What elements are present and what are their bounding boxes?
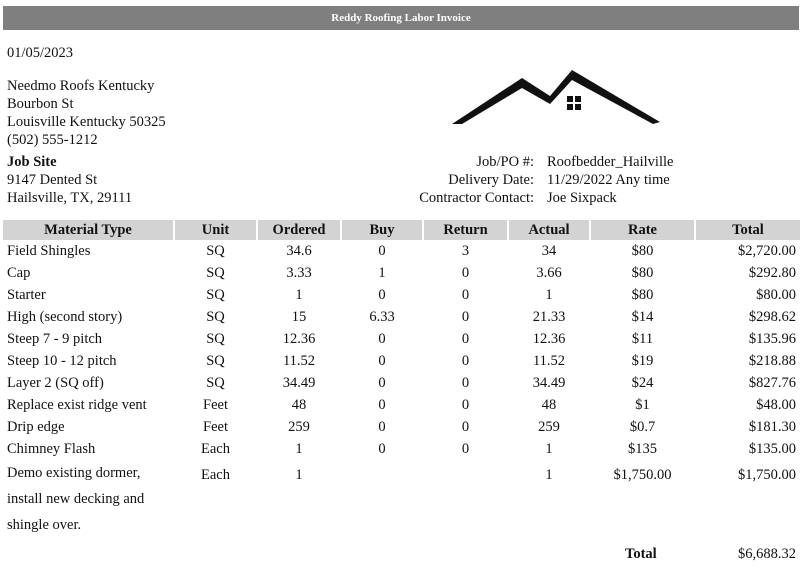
rate-cell: $80 [631, 265, 654, 281]
ordered-cell: 259 [288, 419, 310, 435]
col-return: Return [423, 220, 508, 240]
table-row [3, 284, 800, 306]
return-cell: 3 [461, 243, 470, 259]
material-type-cell: Steep 10 - 12 pitch [7, 353, 117, 369]
buy-cell: 0 [378, 331, 386, 347]
unit-cell: SQ [206, 331, 225, 347]
col-total: Total [695, 220, 800, 240]
return-cell: 0 [461, 441, 470, 457]
unit-cell: Feet [203, 397, 228, 413]
buy-cell: 0 [378, 441, 386, 457]
ordered-cell: 15 [291, 309, 307, 325]
job-po-value: Roofbedder_Hailville [547, 154, 674, 170]
material-type-cell: Starter [7, 287, 46, 303]
col-material-type: Material Type [3, 220, 174, 240]
buy-cell: 0 [378, 375, 386, 391]
actual-cell: 34.49 [532, 375, 566, 391]
table-row [3, 240, 800, 262]
company-street: Bourbon St [7, 96, 74, 112]
company-city: Louisville Kentucky 50325 [7, 114, 166, 130]
return-cell: 0 [461, 309, 470, 325]
total-cell: $135.96 [748, 331, 796, 347]
job-site-city: Hailsville, TX, 29111 [7, 190, 133, 206]
unit-cell: SQ [206, 243, 225, 259]
table-header-row [3, 220, 800, 240]
actual-cell: 1 [545, 441, 553, 457]
ordered-cell: 1 [295, 467, 303, 483]
actual-cell: 1 [545, 467, 553, 483]
unit-cell: Each [201, 441, 230, 457]
unit-cell: SQ [206, 287, 225, 303]
invoice-title-bar [3, 6, 799, 30]
rate-cell: $24 [631, 375, 654, 391]
unit-cell: SQ [206, 375, 225, 391]
materials-table [3, 220, 800, 546]
return-cell: 0 [461, 375, 470, 391]
return-cell: 0 [461, 419, 470, 435]
material-type-cell: Layer 2 (SQ off) [7, 375, 104, 391]
job-po-label: Job/PO #: [476, 154, 534, 170]
material-type-cell: Replace exist ridge vent [7, 397, 147, 413]
table-row [3, 394, 800, 416]
unit-cell: SQ [206, 265, 225, 281]
total-cell: $135.00 [748, 441, 796, 457]
invoice-date: 01/05/2023 [7, 45, 74, 61]
grand-total-value: $6,688.32 [738, 546, 796, 562]
company-name: Needmo Roofs Kentucky [7, 78, 155, 94]
buy-cell: 0 [378, 243, 386, 259]
return-cell: 0 [461, 265, 470, 281]
buy-cell [341, 460, 423, 546]
table-row [3, 460, 800, 546]
total-cell: $298.62 [748, 309, 796, 325]
house-roof-icon [450, 66, 662, 128]
material-type-cell: Cap [7, 265, 31, 281]
ordered-cell: 34.6 [286, 243, 312, 259]
actual-cell: 259 [538, 419, 560, 435]
rate-cell: $80 [631, 243, 654, 259]
table-row [3, 262, 800, 284]
material-type-cell: Steep 7 - 9 pitch [7, 331, 103, 347]
return-cell [423, 460, 508, 546]
col-unit: Unit [174, 220, 257, 240]
buy-cell: 0 [378, 353, 386, 369]
contractor-contact-label: Contractor Contact: [419, 190, 534, 206]
rate-cell: $80 [631, 287, 654, 303]
actual-cell: 34 [541, 243, 557, 259]
delivery-date-label: Delivery Date: [448, 172, 534, 188]
unit-cell: SQ [206, 309, 225, 325]
rate-cell: $1,750.00 [613, 467, 672, 483]
rate-cell: $14 [631, 309, 654, 325]
rate-cell: $135 [628, 441, 657, 457]
table-row [3, 306, 800, 328]
return-cell: 0 [461, 331, 470, 347]
total-cell: $1,750.00 [738, 467, 796, 483]
table-row [3, 350, 800, 372]
buy-cell: 6.33 [369, 309, 395, 325]
rate-cell: $11 [631, 331, 654, 347]
material-type-cell: Demo existing dormer, install new decking and shingle over. [7, 465, 145, 533]
actual-cell: 1 [545, 287, 553, 303]
ordered-cell: 3.33 [286, 265, 312, 281]
total-cell: $48.00 [756, 397, 796, 413]
material-type-cell: Field Shingles [7, 243, 91, 259]
job-site-street: 9147 Dented St [7, 172, 98, 188]
table-row [3, 372, 800, 394]
grand-total-label: Total [625, 546, 657, 562]
buy-cell: 1 [378, 265, 386, 281]
total-cell: $292.80 [748, 265, 796, 281]
return-cell: 0 [461, 397, 470, 413]
delivery-date-value: 11/29/2022 Any time [547, 172, 670, 188]
actual-cell: 21.33 [532, 309, 566, 325]
col-ordered: Ordered [257, 220, 341, 240]
actual-cell: 48 [541, 397, 557, 413]
col-actual: Actual [508, 220, 590, 240]
ordered-cell: 1 [295, 441, 303, 457]
unit-cell: Feet [203, 419, 228, 435]
total-cell: $181.30 [748, 419, 796, 435]
return-cell: 0 [461, 353, 470, 369]
total-cell: $2,720.00 [738, 243, 796, 259]
actual-cell: 12.36 [532, 331, 566, 347]
company-phone: (502) 555-1212 [7, 132, 98, 148]
total-cell: $80.00 [756, 287, 796, 303]
unit-cell: SQ [206, 353, 225, 369]
col-rate: Rate [590, 220, 695, 240]
ordered-cell: 48 [291, 397, 307, 413]
buy-cell: 0 [378, 287, 386, 303]
rate-cell: $0.7 [629, 419, 656, 435]
ordered-cell: 34.49 [282, 375, 316, 391]
ordered-cell: 11.52 [282, 353, 316, 369]
table-row [3, 438, 800, 460]
return-cell: 0 [461, 287, 470, 303]
rate-cell: $1 [635, 397, 650, 413]
ordered-cell: 1 [295, 287, 303, 303]
table-row [3, 416, 800, 438]
actual-cell: 3.66 [536, 265, 562, 281]
table-row [3, 328, 800, 350]
actual-cell: 11.52 [532, 353, 566, 369]
material-type-cell: High (second story) [7, 309, 123, 325]
contractor-contact-value: Joe Sixpack [547, 190, 617, 206]
ordered-cell: 12.36 [282, 331, 316, 347]
material-type-cell: Drip edge [7, 419, 65, 435]
col-buy: Buy [341, 220, 423, 240]
invoice-title: Reddy Roofing Labor Invoice [331, 12, 471, 24]
rate-cell: $19 [631, 353, 654, 369]
job-site-label: Job Site [7, 154, 57, 170]
total-cell: $218.88 [748, 353, 796, 369]
total-cell: $827.76 [748, 375, 796, 391]
unit-cell: Each [201, 467, 230, 483]
material-type-cell: Chimney Flash [7, 441, 96, 457]
buy-cell: 0 [378, 397, 386, 413]
buy-cell: 0 [378, 419, 386, 435]
